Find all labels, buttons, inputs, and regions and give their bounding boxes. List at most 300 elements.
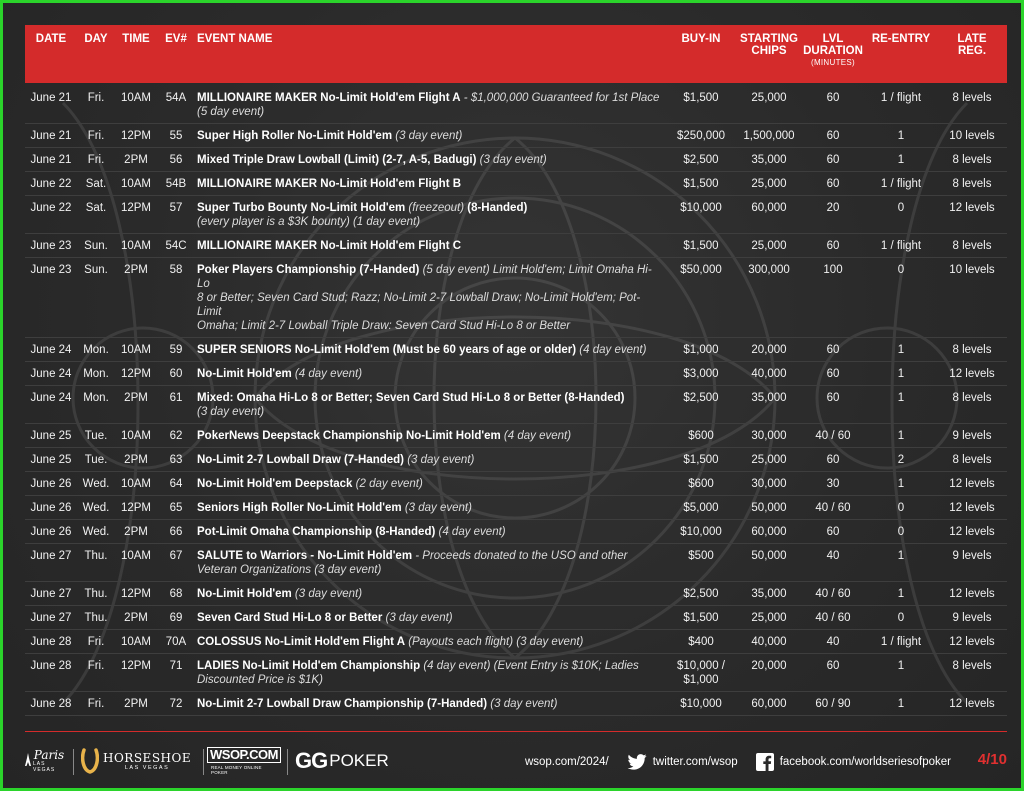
- event-name-bold-extra: (8-Handed): [464, 202, 528, 214]
- cell-lvl-duration: 60: [801, 448, 865, 472]
- header-ev: EV#: [157, 25, 195, 83]
- ggpoker-logo-poker: POKER: [329, 751, 389, 770]
- cell-late-reg: 12 levels: [937, 196, 1007, 234]
- table-row: [25, 148, 1007, 172]
- cell-date: June 22: [25, 172, 77, 196]
- event-name-line2: (every player is a $3K bounty) (1 day event): [197, 216, 421, 228]
- cell-reentry: 1: [865, 654, 937, 692]
- cell-buyin: $10,000: [665, 196, 737, 234]
- cell-buyin: $1,000: [665, 338, 737, 362]
- table-row: [25, 258, 1007, 338]
- cell-ev: 66: [157, 520, 195, 544]
- cell-time: 10AM: [115, 234, 157, 258]
- page-number: 4/10: [977, 751, 1007, 768]
- cell-buyin: $10,000: [665, 692, 737, 716]
- cell-day: Sat.: [77, 196, 115, 234]
- twitter-link-item[interactable]: [609, 754, 738, 770]
- facebook-link-item[interactable]: [738, 753, 951, 771]
- cell-late-reg: 12 levels: [937, 582, 1007, 606]
- event-name-note: (3 day event): [476, 154, 547, 166]
- cell-day: Fri.: [77, 692, 115, 716]
- cell-buyin: $5,000: [665, 496, 737, 520]
- cell-reentry: 0: [865, 196, 937, 234]
- table-row: [25, 172, 1007, 196]
- table-row: [25, 234, 1007, 258]
- cell-starting-chips: 300,000: [737, 258, 801, 338]
- event-name-bold: Seven Card Stud Hi-Lo 8 or Better: [197, 612, 383, 624]
- cell-event-name: [195, 496, 665, 520]
- table-row: [25, 338, 1007, 362]
- schedule-table-wrap: [25, 25, 1007, 716]
- cell-buyin: $1,500: [665, 234, 737, 258]
- cell-buyin: $3,000: [665, 362, 737, 386]
- facebook-link[interactable]: facebook.com/worldseriesofpoker: [779, 756, 951, 768]
- footer: [25, 743, 1007, 783]
- table-body: [25, 83, 1007, 716]
- event-name-note: (3 day event): [392, 130, 463, 142]
- cell-reentry: 1: [865, 148, 937, 172]
- header-late-line1: LATE: [957, 33, 987, 45]
- header-lvl-duration: [801, 25, 865, 83]
- event-name-bold: Pot-Limit Omaha Championship (8-Handed): [197, 526, 436, 538]
- cell-event-name: [195, 520, 665, 544]
- cell-date: June 25: [25, 424, 77, 448]
- wsop-logo-sub: REAL MONEY ONLINE POKER: [211, 765, 262, 775]
- event-name-bold: COLOSSUS No-Limit Hold'em Flight A: [197, 636, 406, 648]
- cell-ev: 71: [157, 654, 195, 692]
- cell-time: 12PM: [115, 362, 157, 386]
- header-buyin: BUY-IN: [665, 25, 737, 83]
- cell-day: Fri.: [77, 124, 115, 148]
- cell-lvl-duration: 40: [801, 544, 865, 582]
- event-name-line2: Discounted Price is $1K): [197, 674, 323, 686]
- cell-starting-chips: 40,000: [737, 362, 801, 386]
- twitter-icon: [627, 754, 647, 770]
- table-row: [25, 83, 1007, 124]
- cell-reentry: 2: [865, 448, 937, 472]
- event-name-note: - $1,000,000 Guaranteed for 1st Place: [460, 92, 660, 104]
- header-reentry: RE-ENTRY: [865, 25, 937, 83]
- cell-late-reg: 12 levels: [937, 630, 1007, 654]
- event-name-note: (5 day event) Limit Hold'em; Limit Omaha Hi-Lo: [197, 264, 652, 290]
- footer-separator: [203, 749, 204, 775]
- event-name-note: (3 day event): [487, 698, 558, 710]
- cell-time: 12PM: [115, 124, 157, 148]
- table-row: [25, 386, 1007, 424]
- cell-reentry: 1: [865, 424, 937, 448]
- cell-late-reg: 12 levels: [937, 520, 1007, 544]
- event-name-bold: No-Limit Hold'em: [197, 368, 292, 380]
- cell-late-reg: 8 levels: [937, 386, 1007, 424]
- cell-event-name: [195, 172, 665, 196]
- cell-starting-chips: 30,000: [737, 424, 801, 448]
- cell-lvl-duration: 40 / 60: [801, 582, 865, 606]
- event-name-note: (Payouts each flight) (3 day event): [405, 636, 584, 648]
- cell-event-name: [195, 258, 665, 338]
- event-name-bold: MILLIONAIRE MAKER No-Limit Hold'em Flight B: [197, 178, 462, 190]
- cell-event-name: [195, 83, 665, 124]
- event-name-bold: No-Limit Hold'em Deepstack: [197, 478, 353, 490]
- header-late-reg: [937, 25, 1007, 83]
- table-header: [25, 25, 1007, 83]
- cell-day: Fri.: [77, 148, 115, 172]
- cell-reentry: 0: [865, 606, 937, 630]
- event-name-note: (4 day event) (Event Entry is $10K; Ladies: [420, 660, 639, 672]
- cell-time: 10AM: [115, 338, 157, 362]
- cell-starting-chips: 35,000: [737, 148, 801, 172]
- cell-date: June 21: [25, 124, 77, 148]
- event-name-line3: Omaha; Limit 2-7 Lowball Triple Draw: Seven Card Stud Hi-Lo 8 or Better: [197, 320, 571, 332]
- site-link[interactable]: wsop.com/2024/: [524, 756, 609, 768]
- table-row: [25, 196, 1007, 234]
- event-name-bold: LADIES No-Limit Hold'em Championship: [197, 660, 421, 672]
- cell-time: 10AM: [115, 172, 157, 196]
- paris-logo: [25, 743, 65, 779]
- event-name-bold: MILLIONAIRE MAKER No-Limit Hold'em Flight C: [197, 240, 462, 252]
- cell-buyin: $1,500: [665, 448, 737, 472]
- event-name-bold: PokerNews Deepstack Championship No-Limit Hold'em: [197, 430, 501, 442]
- cell-reentry: 1: [865, 338, 937, 362]
- cell-ev: 70A: [157, 630, 195, 654]
- header-date: DATE: [25, 25, 77, 83]
- cell-late-reg: 10 levels: [937, 124, 1007, 148]
- cell-reentry: 1: [865, 386, 937, 424]
- footer-separator: [73, 749, 74, 775]
- wsop-logo-text: WSOP.COM: [207, 747, 281, 763]
- schedule-table: [25, 25, 1007, 716]
- cell-date: June 27: [25, 582, 77, 606]
- cell-late-reg: 12 levels: [937, 362, 1007, 386]
- table-row: [25, 362, 1007, 386]
- cell-date: June 25: [25, 448, 77, 472]
- cell-date: June 24: [25, 338, 77, 362]
- cell-lvl-duration: 60: [801, 362, 865, 386]
- table-row: [25, 544, 1007, 582]
- cell-event-name: [195, 386, 665, 424]
- cell-buyin: $1,500: [665, 83, 737, 124]
- cell-reentry: 1: [865, 472, 937, 496]
- cell-lvl-duration: 60: [801, 338, 865, 362]
- cell-time: 2PM: [115, 520, 157, 544]
- cell-starting-chips: 60,000: [737, 692, 801, 716]
- cell-reentry: 1 / flight: [865, 630, 937, 654]
- cell-date: June 21: [25, 83, 77, 124]
- header-lvl-line1: LVL: [822, 33, 844, 45]
- cell-reentry: 1: [865, 124, 937, 148]
- cell-time: 12PM: [115, 582, 157, 606]
- cell-reentry: 1: [865, 582, 937, 606]
- cell-time: 10AM: [115, 630, 157, 654]
- cell-lvl-duration: 60: [801, 654, 865, 692]
- cell-starting-chips: 50,000: [737, 496, 801, 520]
- cell-lvl-duration: 30: [801, 472, 865, 496]
- event-name-note: (3 day event): [382, 612, 453, 624]
- cell-reentry: 1 / flight: [865, 172, 937, 196]
- cell-ev: 65: [157, 496, 195, 520]
- cell-day: Sun.: [77, 234, 115, 258]
- cell-starting-chips: 60,000: [737, 196, 801, 234]
- event-name-bold: Super High Roller No-Limit Hold'em: [197, 130, 393, 142]
- cell-day: Tue.: [77, 424, 115, 448]
- cell-ev: 55: [157, 124, 195, 148]
- horseshoe-logo-text: HORSESHOE: [103, 751, 192, 765]
- cell-buyin: $2,500: [665, 148, 737, 172]
- cell-late-reg: 9 levels: [937, 424, 1007, 448]
- cell-lvl-duration: 40 / 60: [801, 606, 865, 630]
- table-row: [25, 448, 1007, 472]
- header-starting-chips: [737, 25, 801, 83]
- paris-logo-sub: LAS VEGAS: [33, 761, 56, 773]
- cell-date: June 23: [25, 234, 77, 258]
- cell-date: June 26: [25, 472, 77, 496]
- table-row: [25, 692, 1007, 716]
- cell-lvl-duration: 60: [801, 234, 865, 258]
- cell-day: Mon.: [77, 362, 115, 386]
- cell-buyin: $250,000: [665, 124, 737, 148]
- event-name-bold: Mixed Triple Draw Lowball (Limit) (2-7, A-5, Badugi): [197, 154, 477, 166]
- cell-starting-chips: 25,000: [737, 234, 801, 258]
- event-name-note: (4 day event): [435, 526, 506, 538]
- event-name-line2: (3 day event): [197, 406, 265, 418]
- event-name-bold: Mixed: Omaha Hi-Lo 8 or Better; Seven Card Stud Hi-Lo 8 or Better (8-Handed): [197, 392, 625, 404]
- cell-date: June 28: [25, 692, 77, 716]
- cell-date: June 28: [25, 630, 77, 654]
- cell-day: Mon.: [77, 386, 115, 424]
- cell-ev: 72: [157, 692, 195, 716]
- event-name-note: (4 day event): [291, 368, 363, 380]
- cell-day: Sat.: [77, 172, 115, 196]
- table-row: [25, 520, 1007, 544]
- header-lvl-sub: (MINUTES): [810, 58, 856, 67]
- cell-event-name: [195, 544, 665, 582]
- cell-late-reg: 8 levels: [937, 448, 1007, 472]
- cell-ev: 54C: [157, 234, 195, 258]
- cell-ev: 64: [157, 472, 195, 496]
- horseshoe-text: [103, 751, 191, 771]
- cell-buyin: $500: [665, 544, 737, 582]
- cell-late-reg: 9 levels: [937, 606, 1007, 630]
- header-time: TIME: [115, 25, 157, 83]
- table-row: [25, 582, 1007, 606]
- cell-event-name: [195, 582, 665, 606]
- event-name-bold: Seniors High Roller No-Limit Hold'em: [197, 502, 402, 514]
- event-name-bold: Poker Players Championship (7-Handed): [197, 264, 420, 276]
- cell-event-name: [195, 630, 665, 654]
- cell-event-name: [195, 448, 665, 472]
- header-starting-line2: CHIPS: [751, 45, 787, 57]
- cell-lvl-duration: 60: [801, 124, 865, 148]
- cell-late-reg: 9 levels: [937, 544, 1007, 582]
- cell-date: June 21: [25, 148, 77, 172]
- cell-ev: 58: [157, 258, 195, 338]
- cell-lvl-duration: 60: [801, 83, 865, 124]
- table-row: [25, 424, 1007, 448]
- cell-late-reg: 8 levels: [937, 83, 1007, 124]
- cell-date: June 22: [25, 196, 77, 234]
- cell-day: Tue.: [77, 448, 115, 472]
- table-row: [25, 496, 1007, 520]
- cell-lvl-duration: 60 / 90: [801, 692, 865, 716]
- cell-day: Sun.: [77, 258, 115, 338]
- cell-date: June 24: [25, 362, 77, 386]
- cell-day: Fri.: [77, 83, 115, 124]
- event-name-bold: SUPER SENIORS No-Limit Hold'em (Must be 60 years of age or older): [197, 344, 577, 356]
- cell-buyin: $600: [665, 472, 737, 496]
- cell-lvl-duration: 40: [801, 630, 865, 654]
- cell-time: 10AM: [115, 424, 157, 448]
- cell-starting-chips: 20,000: [737, 338, 801, 362]
- event-name-bold: SALUTE to Warriors - No-Limit Hold'em: [197, 550, 413, 562]
- event-name-bold: Super Turbo Bounty No-Limit Hold'em: [197, 202, 406, 214]
- cell-buyin: $400: [665, 630, 737, 654]
- cell-late-reg: 8 levels: [937, 654, 1007, 692]
- event-name-note: (3 day event): [291, 588, 363, 600]
- cell-date: June 27: [25, 606, 77, 630]
- cell-starting-chips: 35,000: [737, 582, 801, 606]
- cell-day: Mon.: [77, 338, 115, 362]
- cell-late-reg: 8 levels: [937, 172, 1007, 196]
- cell-ev: 54A: [157, 83, 195, 124]
- cell-ev: 60: [157, 362, 195, 386]
- header-late-line2: REG.: [957, 45, 987, 57]
- cell-reentry: 1: [865, 544, 937, 582]
- cell-lvl-duration: 60: [801, 386, 865, 424]
- cell-ev: 62: [157, 424, 195, 448]
- cell-ev: 67: [157, 544, 195, 582]
- cell-time: 2PM: [115, 386, 157, 424]
- cell-lvl-duration: 60: [801, 172, 865, 196]
- event-name-bold: No-Limit Hold'em: [197, 588, 292, 600]
- cell-reentry: 0: [865, 258, 937, 338]
- cell-starting-chips: 60,000: [737, 520, 801, 544]
- cell-buyin: $10,000 / $1,000: [665, 654, 737, 692]
- horseshoe-logo: [81, 743, 193, 779]
- cell-reentry: 0: [865, 520, 937, 544]
- cell-time: 10AM: [115, 83, 157, 124]
- wsop-logo: [211, 743, 277, 779]
- cell-buyin: $2,500: [665, 582, 737, 606]
- cell-late-reg: 12 levels: [937, 692, 1007, 716]
- cell-time: 10AM: [115, 472, 157, 496]
- cell-day: Wed.: [77, 520, 115, 544]
- cell-lvl-duration: 40 / 60: [801, 496, 865, 520]
- event-name-bold: No-Limit 2-7 Lowball Draw Championship (7-Handed): [197, 698, 488, 710]
- event-name-note: (2 day event): [352, 478, 423, 490]
- cell-time: 12PM: [115, 654, 157, 692]
- event-name-note: (3 day event): [401, 502, 472, 514]
- cell-starting-chips: 30,000: [737, 472, 801, 496]
- cell-reentry: 1: [865, 362, 937, 386]
- table-row: [25, 606, 1007, 630]
- cell-ev: 68: [157, 582, 195, 606]
- cell-ev: 69: [157, 606, 195, 630]
- cell-starting-chips: 40,000: [737, 630, 801, 654]
- paris-logo-text: Paris: [33, 748, 65, 762]
- footer-separator: [287, 749, 288, 775]
- event-name-note: (4 day event): [576, 344, 647, 356]
- cell-late-reg: 12 levels: [937, 472, 1007, 496]
- cell-reentry: 0: [865, 496, 937, 520]
- cell-late-reg: 12 levels: [937, 496, 1007, 520]
- cell-ev: 56: [157, 148, 195, 172]
- cell-ev: 54B: [157, 172, 195, 196]
- event-name-bold: No-Limit 2-7 Lowball Draw (7-Handed): [197, 454, 405, 466]
- header-starting-line1: STARTING: [740, 33, 798, 45]
- cell-reentry: 1: [865, 692, 937, 716]
- cell-reentry: 1 / flight: [865, 234, 937, 258]
- cell-ev: 61: [157, 386, 195, 424]
- cell-day: Fri.: [77, 654, 115, 692]
- cell-event-name: [195, 196, 665, 234]
- cell-event-name: [195, 234, 665, 258]
- event-name-line2: Veteran Organizations (3 day event): [197, 564, 382, 576]
- table-row: [25, 654, 1007, 692]
- event-name-bold: MILLIONAIRE MAKER No-Limit Hold'em Flight A: [197, 92, 461, 104]
- event-name-note: (4 day event): [500, 430, 572, 442]
- cell-starting-chips: 25,000: [737, 606, 801, 630]
- event-name-line2: (5 day event): [197, 106, 265, 118]
- cell-starting-chips: 1,500,000: [737, 124, 801, 148]
- horseshoe-icon: [81, 748, 99, 774]
- cell-event-name: [195, 424, 665, 448]
- footer-links: [525, 753, 951, 771]
- cell-buyin: $600: [665, 424, 737, 448]
- cell-late-reg: 10 levels: [937, 258, 1007, 338]
- cell-day: Fri.: [77, 630, 115, 654]
- cell-time: 2PM: [115, 448, 157, 472]
- cell-lvl-duration: 100: [801, 258, 865, 338]
- footer-divider: [25, 731, 1007, 732]
- cell-date: June 27: [25, 544, 77, 582]
- cell-late-reg: 8 levels: [937, 148, 1007, 172]
- cell-day: Thu.: [77, 606, 115, 630]
- table-row: [25, 124, 1007, 148]
- cell-late-reg: 8 levels: [937, 338, 1007, 362]
- facebook-icon: [756, 753, 774, 771]
- cell-time: 2PM: [115, 258, 157, 338]
- event-name-note: (freezeout): [405, 202, 465, 214]
- cell-date: June 28: [25, 654, 77, 692]
- cell-lvl-duration: 20: [801, 196, 865, 234]
- event-name-note: - Proceeds donated to the USO and other: [412, 550, 628, 562]
- cell-event-name: [195, 362, 665, 386]
- cell-event-name: [195, 472, 665, 496]
- cell-lvl-duration: 60: [801, 148, 865, 172]
- cell-time: 10AM: [115, 544, 157, 582]
- cell-day: Wed.: [77, 496, 115, 520]
- cell-buyin: $10,000: [665, 520, 737, 544]
- twitter-link[interactable]: twitter.com/wsop: [652, 756, 738, 768]
- header-lvl-line2: DURATION: [803, 45, 863, 57]
- cell-starting-chips: 25,000: [737, 83, 801, 124]
- cell-starting-chips: 20,000: [737, 654, 801, 692]
- cell-day: Thu.: [77, 582, 115, 606]
- cell-event-name: [195, 654, 665, 692]
- cell-buyin: $1,500: [665, 606, 737, 630]
- cell-event-name: [195, 692, 665, 716]
- header-event-name: EVENT NAME: [195, 25, 665, 83]
- cell-starting-chips: 25,000: [737, 448, 801, 472]
- cell-ev: 63: [157, 448, 195, 472]
- ggpoker-logo: [295, 743, 415, 779]
- cell-ev: 59: [157, 338, 195, 362]
- eiffel-tower-icon: [23, 753, 33, 767]
- cell-event-name: [195, 338, 665, 362]
- cell-starting-chips: 50,000: [737, 544, 801, 582]
- cell-time: 2PM: [115, 692, 157, 716]
- event-name-line2: 8 or Better; Seven Card Stud; Razz; No-Limit 2-7 Lowball Draw; No-Limit Hold'em; Pot-Limit: [197, 292, 641, 318]
- event-name-note: (3 day event): [404, 454, 475, 466]
